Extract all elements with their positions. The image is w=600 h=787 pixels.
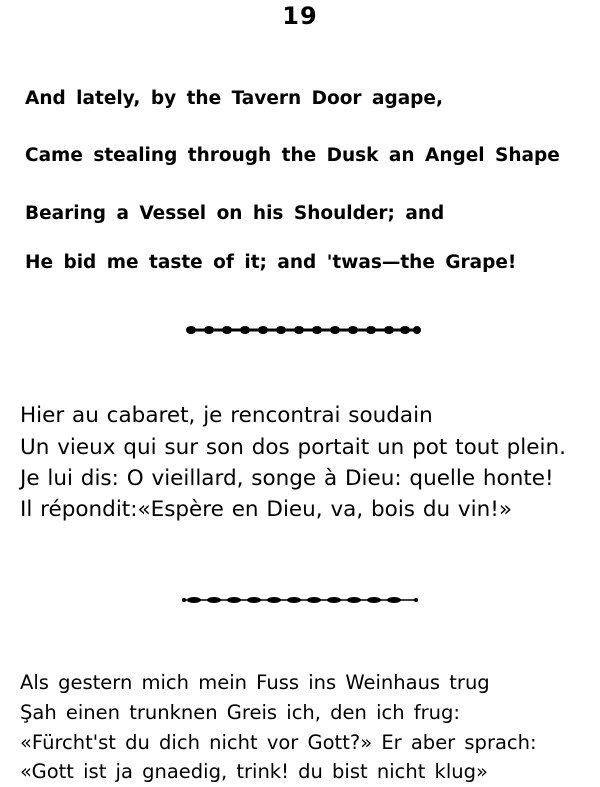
german-line-4: «Gott ist ja gnaedig, trink! du bist nicht klug» bbox=[20, 760, 488, 783]
ornamental-divider-top bbox=[183, 323, 423, 337]
english-line-4: He bid me taste of it; and 'twas—the Grape! bbox=[25, 252, 517, 273]
english-line-3: Bearing a Vessel on his Shoulder; and bbox=[25, 203, 445, 224]
french-line-4: Il répondit:«Espère en Dieu, va, bois du vin!» bbox=[20, 497, 513, 522]
ornamental-divider-bottom bbox=[180, 594, 420, 606]
english-line-2: Came stealing through the Dusk an Angel Shape bbox=[25, 145, 560, 166]
page-number: 19 bbox=[282, 2, 318, 30]
french-line-2: Un vieux qui sur son dos portait un pot tout plein. bbox=[20, 435, 566, 460]
french-line-3: Je lui dis: O vieillard, songe à Dieu: quelle honte! bbox=[20, 466, 554, 491]
german-line-3: «Fürcht'st du dich nicht vor Gott?» Er aber sprach: bbox=[20, 731, 537, 754]
german-line-1: Als gestern mich mein Fuss ins Weinhaus trug bbox=[20, 671, 490, 694]
french-line-1: Hier au cabaret, je rencontrai soudain bbox=[20, 403, 433, 428]
german-line-2: Şah einen trunknen Greis ich, den ich frug: bbox=[20, 701, 460, 724]
english-line-1: And lately, by the Tavern Door agape, bbox=[25, 88, 443, 109]
